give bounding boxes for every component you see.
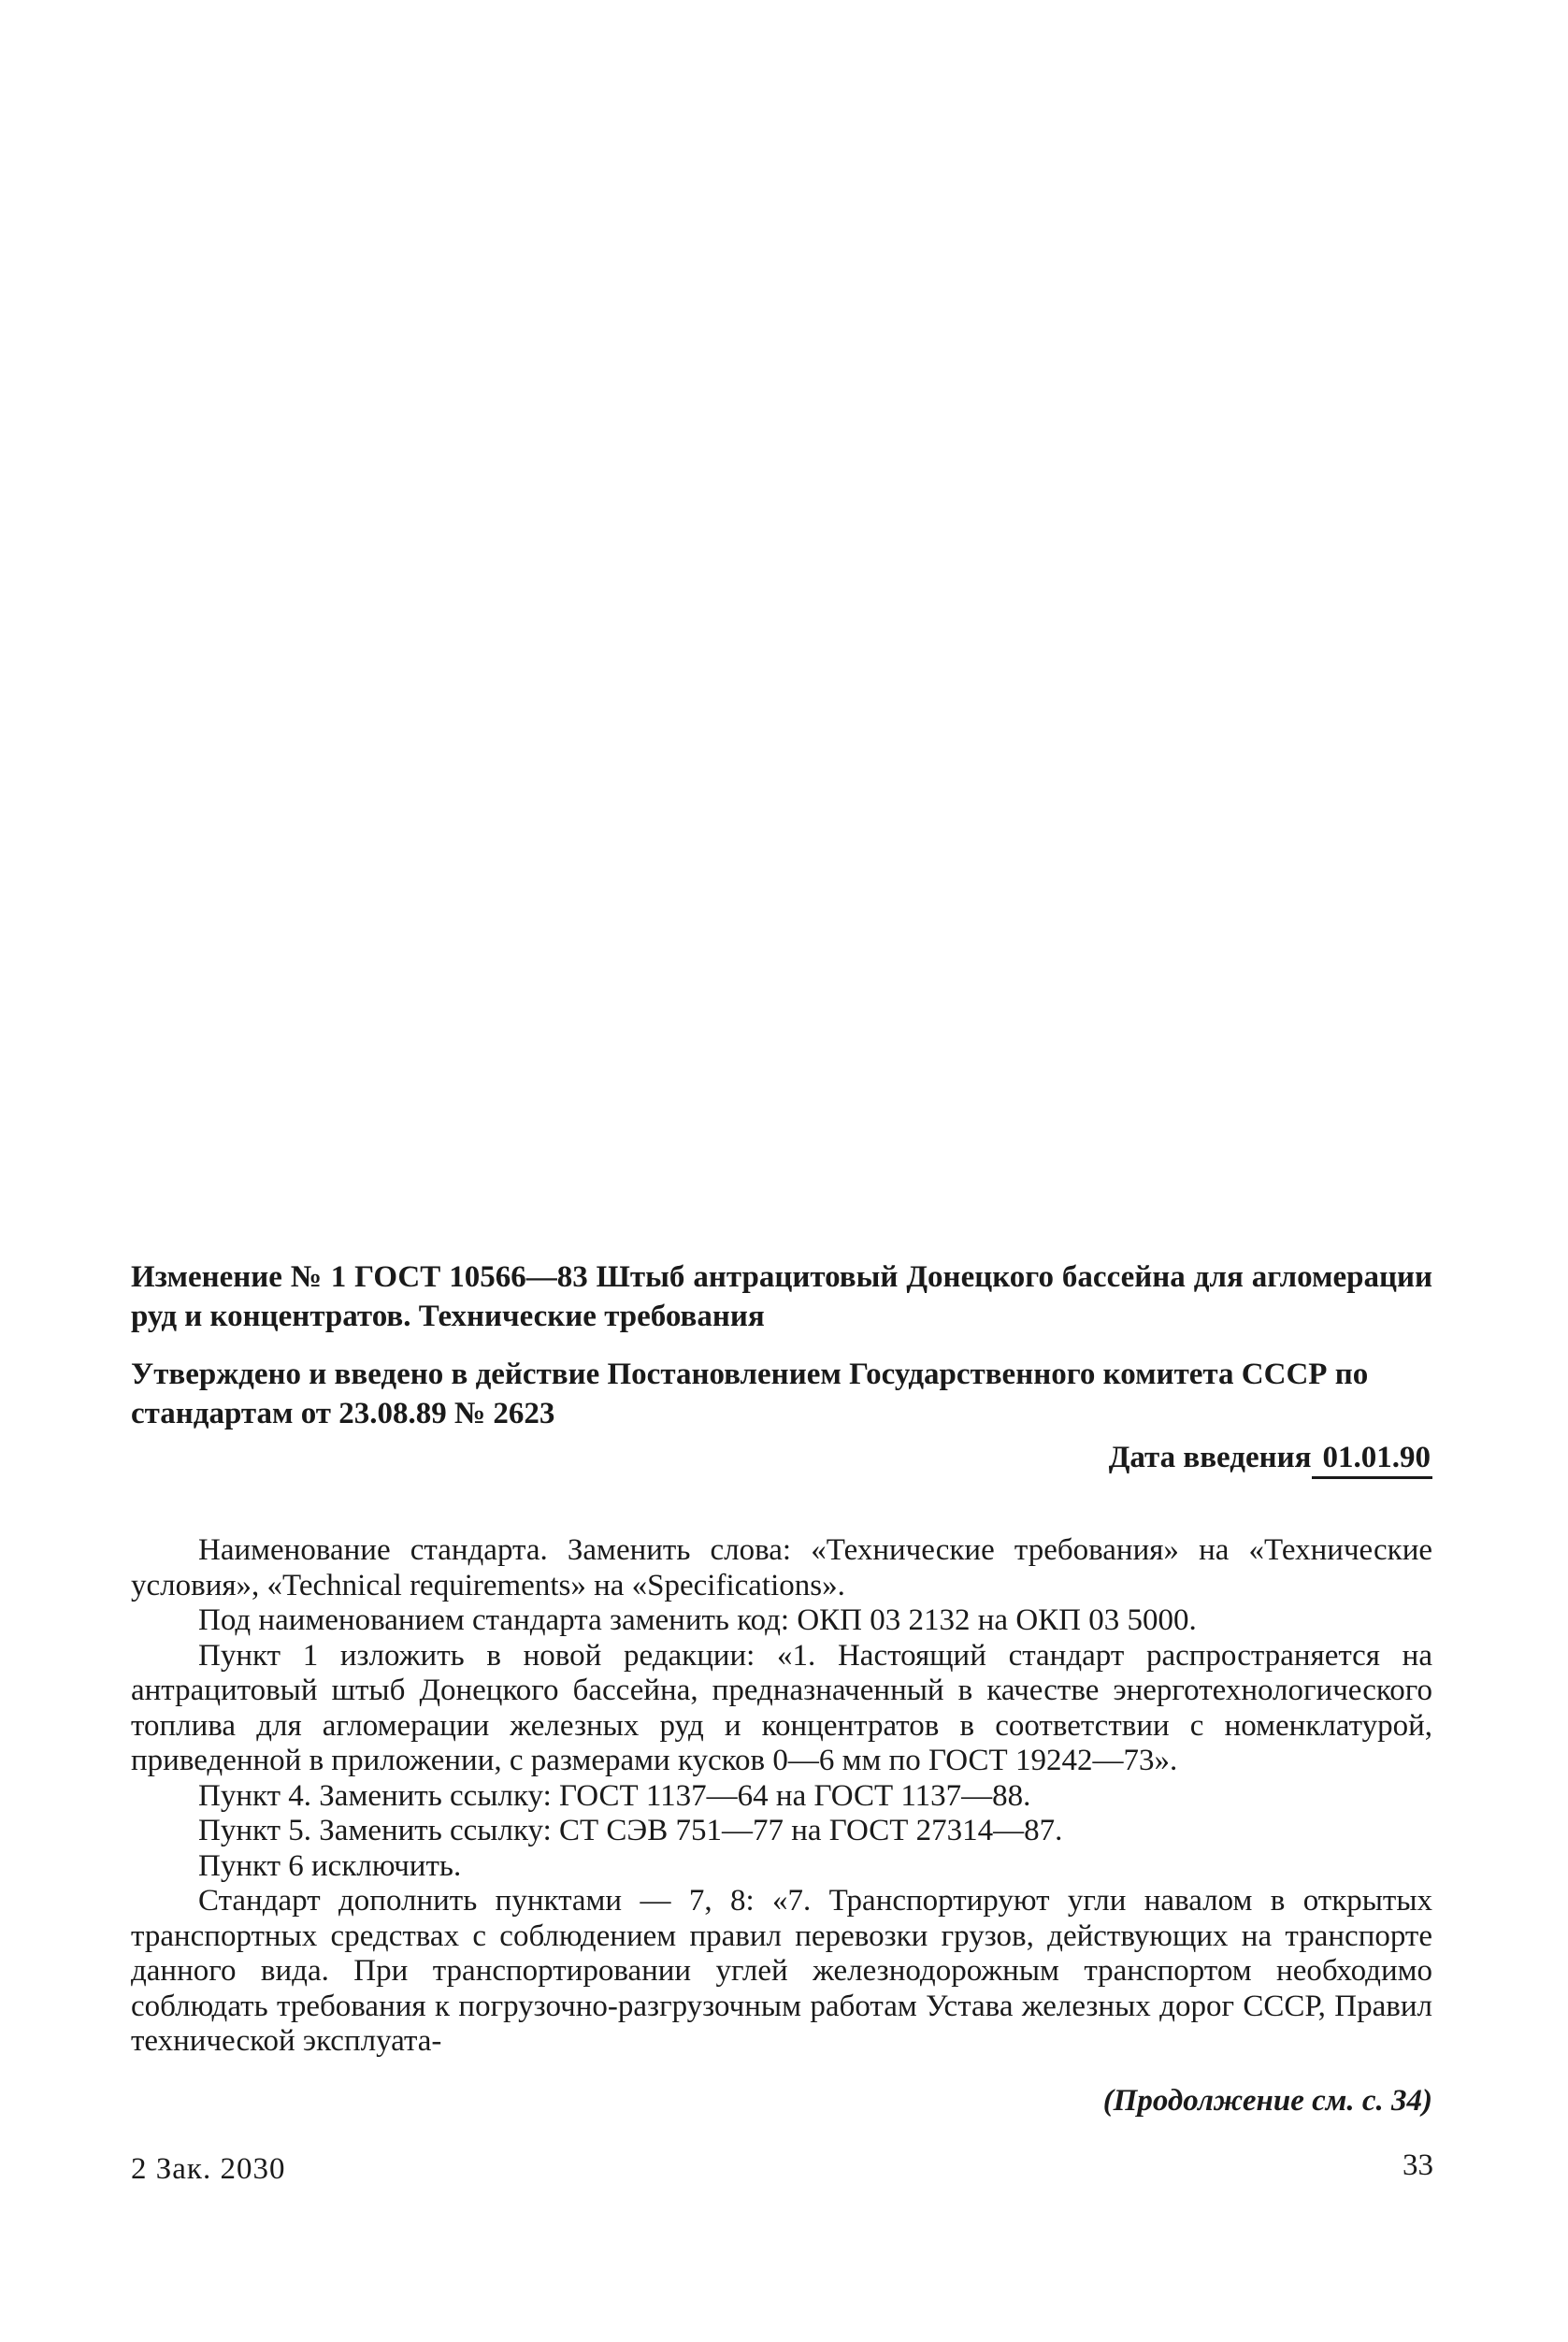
paragraph-item-1: Пункт 1 изложить в новой редакции: «1. Настоящий стандарт распространяется на антрацитовый штыб Донецкого бассейна, предназначенный в качестве энерготехнологического топлива для агломерации железных руд и концентратов в соответствии с номенклатурой, приведенной в приложении, с размерами кусков 0—6 мм по ГОСТ 19242—73». <box>131 1638 1432 1777</box>
approval-statement: Утверждено и введено в действие Постановлением Государственного комитета СССР по стандартам от 23.08.89 № 2623 <box>131 1358 1369 1430</box>
paragraph-code-change: Под наименованием стандарта заменить код: ОКП 03 2132 на ОКП 03 5000. <box>198 1603 1197 1637</box>
paragraph-item-4: Пункт 4. Заменить ссылку: ГОСТ 1137—64 на ГОСТ 1137—88. <box>198 1778 1031 1813</box>
page-number: 33 <box>1403 2148 1433 2182</box>
amendment-heading <box>131 1257 1432 1336</box>
paragraph-title-change: Наименование стандарта. Заменить слова: «Технические требования» на «Технические условия», «Technical requirements» на «Specifications». <box>131 1533 1432 1602</box>
amendment-body <box>131 1533 1432 2060</box>
introduction-date <box>131 1437 1432 1479</box>
order-number: 2 Зак. 2030 <box>131 2152 286 2186</box>
amendment-title: Изменение № 1 ГОСТ 10566—83 Штыб антрацитовый Донецкого бассейна для агломерации руд и концентратов. Технические требования <box>131 1260 1432 1333</box>
date-value: 01.01.90 <box>1312 1439 1433 1479</box>
amendment-content <box>131 1257 1432 2121</box>
paragraph-item-5: Пункт 5. Заменить ссылку: СТ СЭВ 751—77 на ГОСТ 27314—87. <box>198 1814 1063 1847</box>
paragraph-items-7-8: Стандарт дополнить пунктами — 7, 8: «7. Транспортируют угли навалом в открытых транспортных средствах с соблюдением правил перевозки грузов, действующих на транспорте данного вида. При транспортировании углей железнодорожным транспортом необходимо соблюдать требования к погрузочно-разгрузочным работам Устава железных дорог СССР, Правил технической эксплуата- <box>131 1884 1432 2058</box>
continuation-note: (Продолжение см. с. 34) <box>1102 2083 1432 2118</box>
paragraph-item-6: Пункт 6 исключить. <box>198 1848 462 1883</box>
date-label: Дата введения <box>1108 1441 1312 1474</box>
